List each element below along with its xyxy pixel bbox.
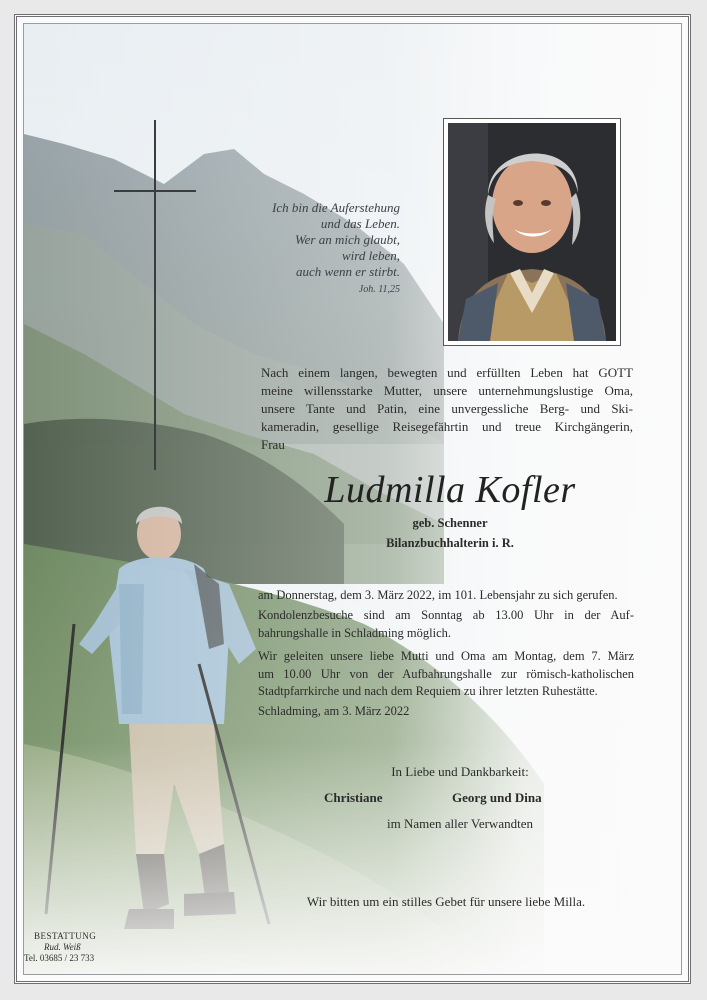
verse-line: und das Leben.	[320, 216, 400, 231]
verse-line: wird leben,	[341, 248, 400, 263]
obituary-sheet	[14, 14, 691, 984]
visit-line: Kondolenzbesuche sind am Sonntag ab 13.00 Uhr in der Auf-	[258, 608, 634, 622]
funeral-line: um 10.00 Uhr von der Aufbahrungshalle zur römisch-katholischen	[258, 666, 634, 681]
mourner-name-1: Christiane	[324, 790, 383, 805]
death-notice	[258, 587, 634, 605]
mourner-name-2: Georg und Dina	[452, 790, 542, 805]
sheet-inner-frame	[23, 23, 682, 975]
funeral-home-imprint	[24, 931, 96, 964]
cross-horizontal-bar	[114, 190, 196, 192]
intro-paragraph	[261, 364, 633, 454]
deceased-name: Ludmilla Kofler	[324, 469, 576, 511]
intro-line: unsere Tante und Patin, eine unvergessliche Berg- und Ski-	[261, 401, 633, 416]
funeral-details	[258, 648, 634, 701]
relatives-line: im Namen aller Verwandten	[387, 816, 533, 831]
verse-reference: Joh. 11,25	[358, 284, 400, 295]
imprint-phone: Tel. 03685 / 23 733	[24, 953, 95, 963]
intro-line: Nach einem langen, bewegten und erfüllten Leben hat GOTT	[261, 365, 633, 380]
verse-line: Ich bin die Auferstehung	[272, 200, 400, 215]
bible-verse	[240, 200, 400, 298]
verse-line: Wer an mich glaubt,	[295, 232, 400, 247]
intro-line: meine willensstarke Mutter, unsere unternehmungslustige Oma,	[261, 383, 633, 398]
intro-line: Frau	[261, 437, 285, 452]
condolence-visit	[258, 607, 634, 642]
occupation: Bilanzbuchhalterin i. R.	[386, 536, 514, 550]
death-line: am Donnerstag, dem 3. März 2022, im 101. Lebensjahr zu sich gerufen.	[258, 588, 618, 602]
imprint-line-1: BESTATTUNG	[34, 931, 97, 941]
prayer-request: Wir bitten um ein stilles Gebet für unsere liebe Milla.	[306, 894, 586, 909]
visit-line: bahrungshalle in Schladming möglich.	[258, 625, 452, 640]
place-date: Schladming, am 3. März 2022	[258, 704, 410, 718]
portrait-frame	[443, 118, 621, 346]
portrait-photo	[448, 123, 616, 341]
thanks-heading: In Liebe und Dankbarkeit:	[391, 764, 529, 779]
cross-vertical-bar	[154, 120, 156, 470]
imprint-line-2: Rud. Weiß	[44, 942, 81, 952]
verse-line: auch wenn er stirbt.	[296, 264, 400, 279]
funeral-line: Stadtpfarrkirche und nach dem Requiem zu ihrer letzten Ruhestätte.	[258, 684, 598, 698]
maiden-name: geb. Schenner	[412, 516, 488, 530]
funeral-line: Wir geleiten unsere liebe Mutti und Oma am Montag, dem 7. März	[258, 649, 634, 663]
intro-line: kameradin, gesellige Reisegefährtin und treue Kirchgängerin,	[261, 419, 633, 434]
